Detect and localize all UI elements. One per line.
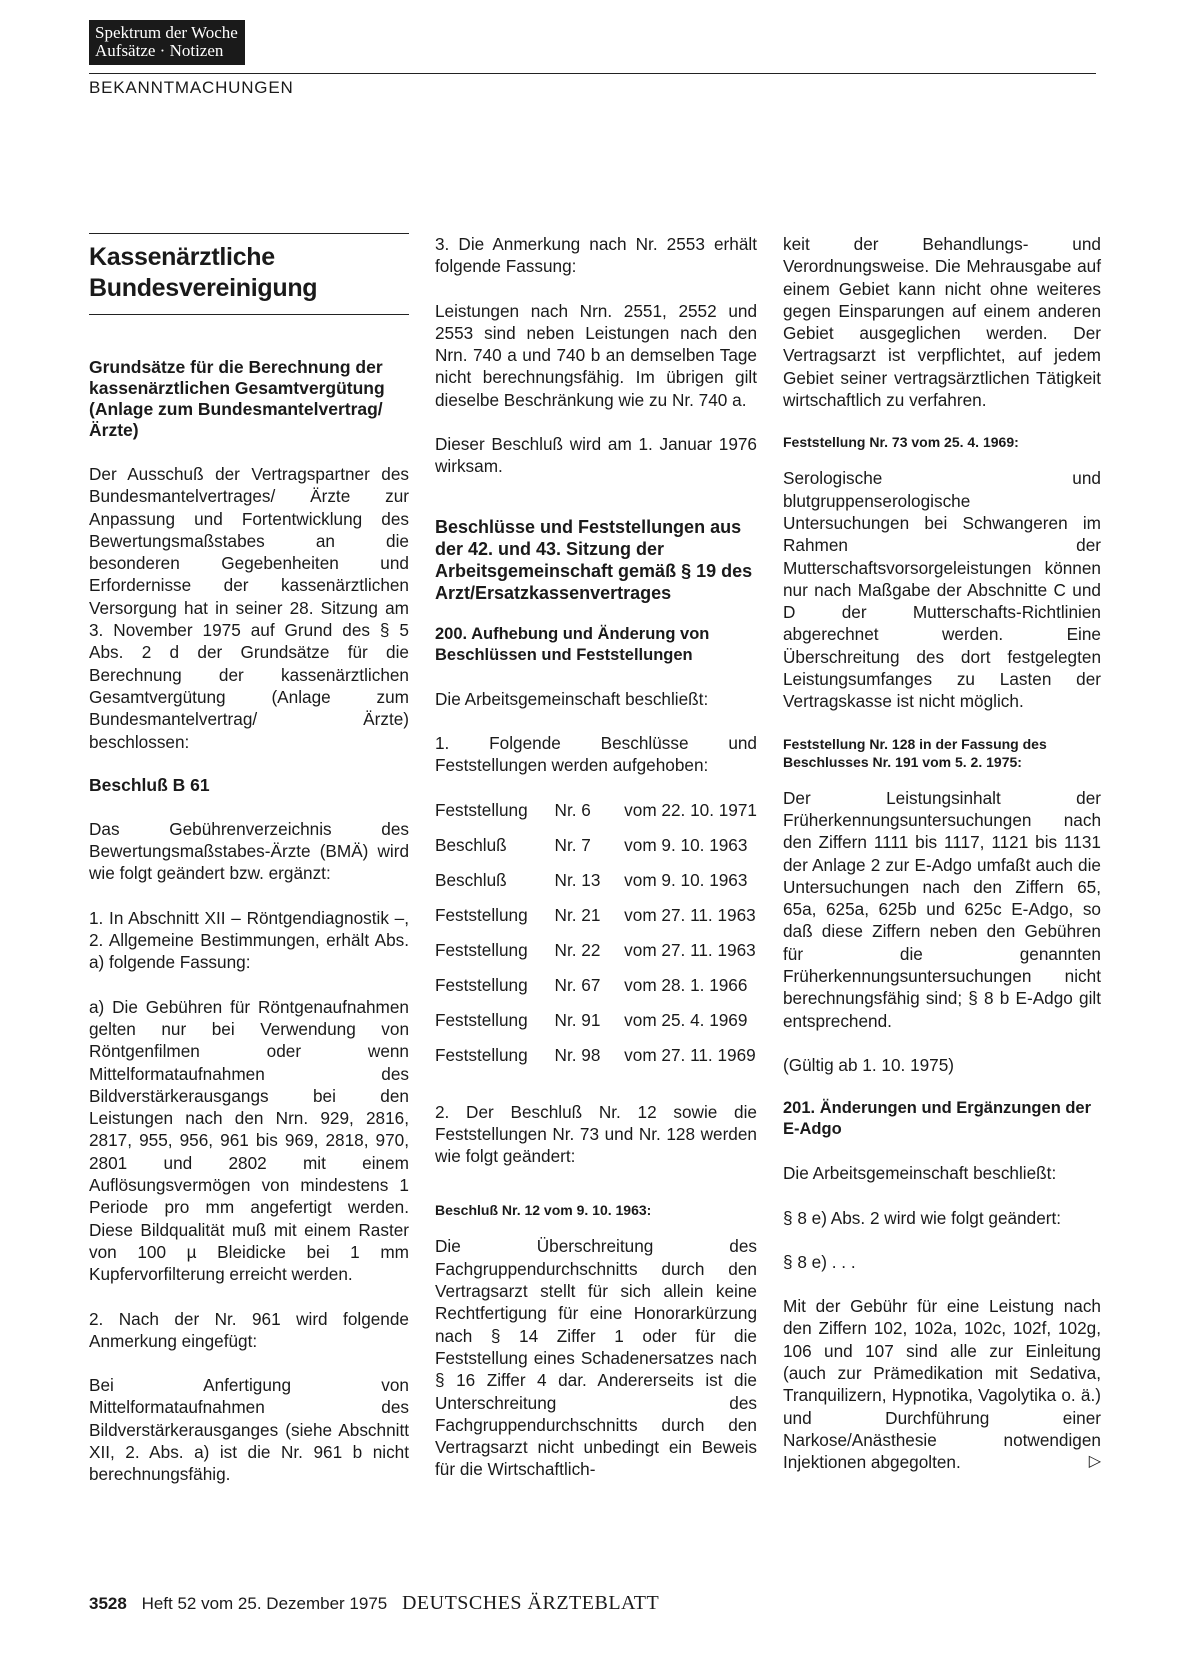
list-item-type: Beschluß (435, 869, 507, 890)
paragraph-text: Mit der Gebühr für eine Leistung nach den Ziffern 102, 102a, 102c, 102f, 102g, 106 und 107 sind alle zur Einleitung (auch zur Prämedikation mit Sedativa, Tranquilizern, Hypnotika, Vagolytika o. ä.) und Durchführung einer Narkose/Anästhesie notwendigen Injektionen abgegolten. (783, 1296, 1101, 1473)
paragraph: 2. Nach der Nr. 961 wird folgende Anmerkung eingefügt: (89, 1308, 409, 1351)
intro-paragraph: Der Ausschuß der Vertragspartner des Bundesmantelvertrages/ Ärzte zur Anpassung und Fortentwicklung des Bewertungsmaßstabes an die besonderen Gegebenheiten und Erfordernisse der kassenärztlichen Versorgung hat in seiner 28. Sitzung am 3. November 1975 auf Grund des § 5 Abs. 2 d der Grundsätze für die Berechnung der kassenärztlichen Gesamtvergütung (Anlage zum Bundesmantelvertrag/ Ärzte) beschlossen: (89, 464, 409, 752)
page-number: 3528 (89, 1594, 127, 1613)
list-item-type: Feststellung (435, 904, 528, 925)
org-rule-top (89, 233, 409, 234)
paragraph: Die Überschreitung des Fachgruppendurchschnitts durch den Vertragsarzt stellt für sich allein keine Rechtfertigung für eine Honorarkürzung nach § 14 Ziffer 1 oder für die Feststellung eines Schadenersatzes nach § 16 Ziffer 4 dar. Andererseits ist die Unterschreitung des Fachgruppendurchschnitts durch den Vertragsarzt nicht unbedingt ein Beweis für die Wirtschaftlich- (435, 1236, 757, 1480)
masthead-line-1: Spektrum der Woche (95, 23, 238, 42)
list-item (435, 939, 757, 974)
list-item (435, 834, 757, 869)
list-item (435, 1009, 757, 1044)
list-item-date: vom 27. 11. 1969 (624, 1044, 756, 1065)
masthead-box (89, 20, 245, 65)
masthead-line-2: Aufsätze · Notizen (95, 41, 224, 60)
paragraph: Leistungen nach Nrn. 2551, 2552 und 2553 sind neben Leistungen nach den Nrn. 740 a und 740 b an demselben Tage nicht berechnungsfähig. Im übrigen gilt dieselbe Beschränkung wie zu Nr. 740 a. (435, 300, 757, 410)
column-1 (89, 233, 409, 1508)
list-item-date: vom 9. 10. 1963 (624, 834, 748, 855)
paragraph: Serologische und blutgruppenserologische Untersuchungen bei Schwangeren im Rahmen der Mutterschaftsvorsorgeleistungen können nur nach Maßgabe der Abschnitte C und D der Mutterschafts-Richtlinien abgerechnet werden. Eine Überschreitung des dort festgelegten Leistungsumfanges zu Lasten der Vertragskasse ist nicht möglich. (783, 468, 1101, 712)
list-item-type: Feststellung (435, 974, 528, 995)
list-item-date: vom 25. 4. 1969 (624, 1009, 748, 1030)
column-3 (783, 233, 1101, 1495)
org-title-line-1: Kassenärztliche (89, 243, 275, 271)
paragraph: Bei Anfertigung von Mittelformataufnahmen des Bildverstärkerausganges (siehe Abschnitt XII, 2. Abs. a) ist die Nr. 961 b nicht berechnungsfähig. (89, 1375, 409, 1485)
list-item-date: vom 28. 1. 1966 (624, 974, 748, 995)
paragraph: § 8 e) Abs. 2 wird wie folgt geändert: (783, 1207, 1062, 1228)
list-item-type: Feststellung (435, 1044, 528, 1065)
list-item-type: Feststellung (435, 799, 528, 820)
publication-name: DEUTSCHES ÄRZTEBLATT (401, 1592, 660, 1614)
paragraph: 3. Die Anmerkung nach Nr. 2553 erhält folgende Fassung: (435, 234, 757, 277)
list-item-type: Beschluß (435, 834, 507, 855)
list-item-nr: Nr. 21 (554, 904, 601, 925)
article-heading: Grundsätze für die Berechnung der kassenärztlichen Gesamtvergütung (Anlage zum Bundesmantelvertrag/Ärzte) (89, 357, 385, 440)
feststellung-73-heading: Feststellung Nr. 73 vom 25. 4. 1969: (783, 434, 1019, 451)
cancelled-list (435, 799, 757, 1079)
paragraph: § 8 e) . . . (783, 1251, 856, 1272)
header-rule (89, 73, 1096, 74)
list-item-nr: Nr. 6 (554, 799, 591, 820)
list-item (435, 799, 757, 834)
beschluss-12-heading: Beschluß Nr. 12 vom 9. 10. 1963: (435, 1202, 652, 1219)
feststellung-128-heading: Feststellung Nr. 128 in der Fassung des Beschlusses Nr. 191 vom 5. 2. 1975: (783, 735, 1047, 770)
issue-info: Heft 52 vom 25. Dezember 1975 (141, 1594, 388, 1613)
list-item (435, 904, 757, 939)
paragraph: a) Die Gebühren für Röntgenaufnahmen gelten nur bei Verwendung von Röntgenfilmen oder wenn Mittelformataufnahmen des Bildverstärkerausgangs bei den Leistungen nach den Nrn. 929, 2816, 2817, 955, 956, 961 bis 969, 2818, 970, 2801 und 2802 mit einem Auflösungsvermögen von mindestens 1 Periode pro mm angefertigt werden. Diese Bildqualität muß mit einem Raster von 100 µ Bleidicke bei 1 mm Kupfervorfilterung erreicht werden. (89, 996, 409, 1285)
list-item-nr: Nr. 13 (554, 869, 601, 890)
list-item (435, 1044, 757, 1079)
paragraph (783, 1295, 1101, 1473)
subsection-200-heading: 200. Aufhebung und Änderung von Beschlüssen und Feststellungen (435, 624, 710, 664)
list-item-nr: Nr. 91 (554, 1009, 601, 1030)
list-item-nr: Nr. 7 (554, 834, 591, 855)
list-item-nr: Nr. 98 (554, 1044, 601, 1065)
column-2 (435, 233, 757, 1503)
org-title (89, 242, 409, 304)
list-item (435, 869, 757, 904)
list-item-type: Feststellung (435, 1009, 528, 1030)
list-item (435, 974, 757, 1009)
list-item-date: vom 27. 11. 1963 (624, 904, 756, 925)
list-item-type: Feststellung (435, 939, 528, 960)
beschluss-heading: Beschluß B 61 (89, 774, 210, 795)
paragraph: Das Gebührenverzeichnis des Bewertungsmaßstabes-Ärzte (BMÄ) wird wie folgt geändert bzw. ergänzt: (89, 818, 409, 884)
paragraph: (Gültig ab 1. 10. 1975) (783, 1054, 955, 1075)
continue-arrow-icon: ▷ (1088, 1453, 1101, 1471)
section-heading: Beschlüsse und Feststellungen aus der 42. und 43. Sitzung der Arbeitsgemeinschaft gemäß § 19 des Arzt/Ersatzkassenvertrages (435, 516, 753, 603)
org-rule-bottom (89, 314, 409, 315)
subsection-201-heading: 201. Änderungen und Ergänzungen der E-Adgo (783, 1099, 1092, 1139)
org-title-line-2: Bundesvereinigung (89, 274, 318, 302)
paragraph: 1. In Abschnitt XII – Röntgendiagnostik –, 2. Allgemeine Bestimmungen, erhält Abs. a) folgende Fassung: (89, 907, 409, 973)
page-footer (89, 1592, 659, 1615)
paragraph: Die Arbeitsgemeinschaft beschließt: (435, 688, 709, 709)
paragraph: 2. Der Beschluß Nr. 12 sowie die Feststellungen Nr. 73 und Nr. 128 werden wie folgt geändert: (435, 1101, 757, 1167)
paragraph: keit der Behandlungs- und Verordnungsweise. Die Mehrausgabe auf einem Gebiet kann nicht ohne weiteres gegen Einsparungen auf einem anderen Gebiet ausgeglichen werden. Der Vertragsarzt ist verpflichtet, auf jedem Gebiet seiner vertragsärztlichen Tätigkeit wirtschaftlich zu verfahren. (783, 234, 1101, 411)
list-item-nr: Nr. 22 (554, 939, 601, 960)
list-item-date: vom 27. 11. 1963 (624, 939, 756, 960)
paragraph: Die Arbeitsgemeinschaft beschließt: (783, 1163, 1057, 1184)
paragraph: 1. Folgende Beschlüsse und Feststellungen werden aufgehoben: (435, 732, 757, 776)
paragraph: Dieser Beschluß wird am 1. Januar 1976 wirksam. (435, 434, 757, 477)
paragraph: Der Leistungsinhalt der Früherkennungsuntersuchungen nach den Ziffern 1111 bis 1117, 1121 bis 1131 der Anlage 2 zur E-Adgo umfaßt auch die Untersuchungen nach den Ziffern 65, 65a, 625a, 625b und 625c E-Adgo, so daß diese Ziffern neben den Gebühren für die genannten Früherkennungsuntersuchungen nicht berechnungsfähig sind; § 8 b E-Adgo gilt entsprechend. (783, 787, 1101, 1031)
section-label: BEKANNTMACHUNGEN (89, 78, 294, 97)
list-item-date: vom 9. 10. 1963 (624, 869, 748, 890)
list-item-nr: Nr. 67 (554, 974, 601, 995)
list-item-date: vom 22. 10. 1971 (624, 799, 757, 820)
